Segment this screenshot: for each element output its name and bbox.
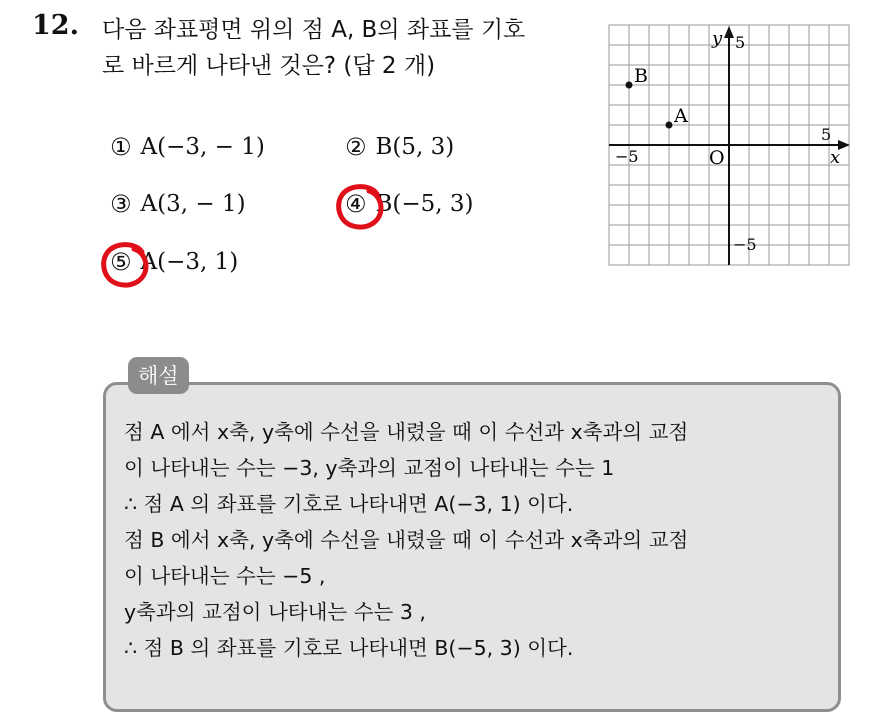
point-b bbox=[626, 82, 633, 89]
solution-line: ∴ 점 A 의 좌표를 기호로 나타내면 A(−3, 1) 이다. bbox=[124, 492, 574, 516]
choice-1-text: A(−3, − 1) bbox=[140, 134, 265, 160]
choice-2[interactable] bbox=[345, 133, 454, 161]
point-a bbox=[666, 122, 673, 129]
solution-line: y축과의 교점이 나타내는 수는 3 , bbox=[124, 600, 426, 624]
choice-4[interactable] bbox=[345, 190, 474, 218]
x-axis-label: x bbox=[830, 147, 841, 168]
coordinate-plane bbox=[608, 24, 854, 270]
choice-5-mark bbox=[110, 248, 132, 276]
choice-5[interactable] bbox=[110, 248, 238, 276]
y-axis-label: y bbox=[712, 28, 723, 49]
x-left-tick: −5 bbox=[615, 147, 639, 166]
solution-line: 점 A 에서 x축, y축에 수선을 내렸을 때 이 수선과 x축과의 교점 bbox=[124, 420, 689, 444]
question-number: 12. bbox=[32, 10, 79, 41]
solution-line: 점 B 에서 x축, y축에 수선을 내렸을 때 이 수선과 x축과의 교점 bbox=[124, 528, 689, 552]
choice-4-mark bbox=[345, 190, 367, 218]
solution-line: ∴ 점 B 의 좌표를 기호로 나타내면 B(−5, 3) 이다. bbox=[124, 636, 574, 660]
question-text bbox=[102, 12, 592, 84]
question-line-1: 다음 좌표평면 위의 점 A, B의 좌표를 기호 bbox=[102, 17, 526, 43]
point-a-label: A bbox=[674, 105, 688, 127]
x-right-tick: 5 bbox=[821, 125, 832, 144]
choice-3[interactable] bbox=[110, 190, 246, 218]
choice-5-mark-glyph: ⑤ bbox=[110, 248, 132, 276]
choice-1-mark: ① bbox=[110, 133, 132, 161]
origin-label: O bbox=[709, 147, 725, 169]
choice-2-text: B(5, 3) bbox=[375, 134, 455, 160]
solution-text bbox=[124, 414, 836, 666]
choice-5-text: A(−3, 1) bbox=[140, 249, 239, 275]
choice-4-text: B(−5, 3) bbox=[375, 191, 474, 217]
choice-4-mark-glyph: ④ bbox=[345, 190, 367, 218]
choice-2-mark: ② bbox=[345, 133, 367, 161]
question-line-2: 로 바르게 나타낸 것은? (답 2 개) bbox=[102, 53, 436, 79]
solution-tag: 해설 bbox=[128, 357, 189, 394]
y-bottom-tick: −5 bbox=[733, 235, 757, 254]
point-b-label: B bbox=[634, 65, 648, 87]
choice-3-mark: ③ bbox=[110, 190, 132, 218]
choice-3-text: A(3, − 1) bbox=[140, 191, 246, 217]
y-top-tick: 5 bbox=[735, 33, 746, 52]
solution-line: 이 나타내는 수는 −3, y축과의 교점이 나타내는 수는 1 bbox=[124, 456, 615, 480]
choice-1[interactable] bbox=[110, 133, 265, 161]
solution-line: 이 나타내는 수는 −5 , bbox=[124, 564, 326, 588]
